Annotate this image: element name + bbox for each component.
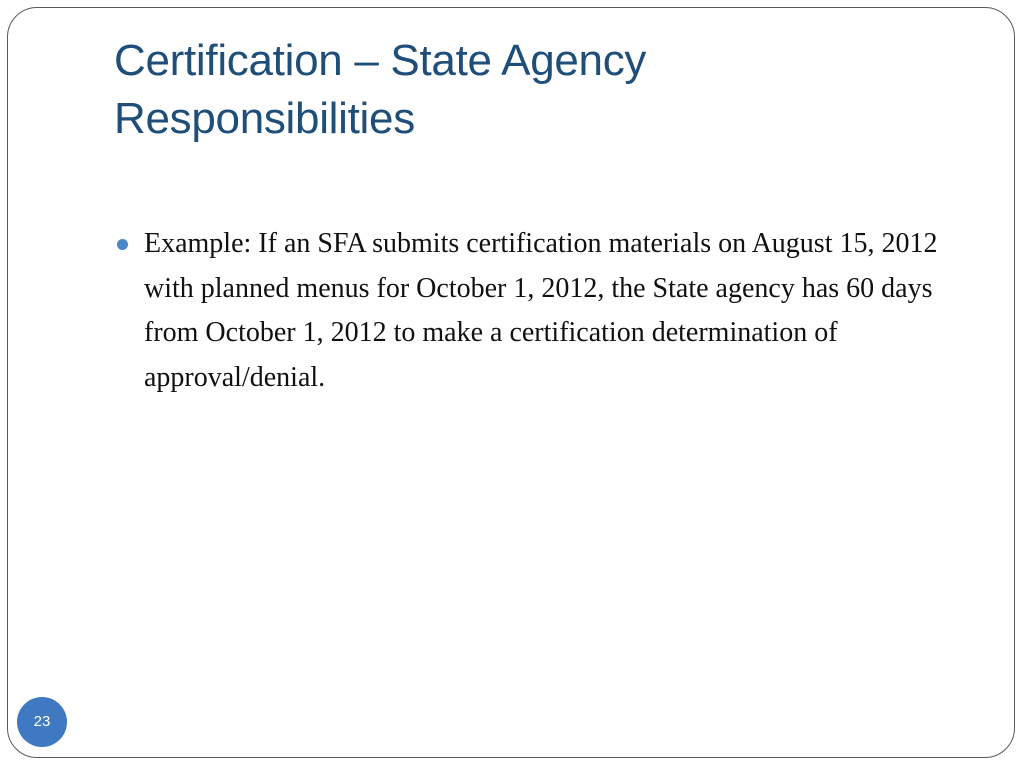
bullet-list <box>116 222 976 400</box>
page-number-badge <box>17 697 67 747</box>
slide-title-line-2: Responsibilities <box>114 94 415 143</box>
slide-title-line-1: Certification – State Agency <box>114 36 647 85</box>
bullet-item <box>116 222 976 400</box>
bullet-text: Example: If an SFA submits certification materials on August 15, 2012 with planned menus for October 1, 2012, the State agency has 60 days from October 1, 2012 to make a certification determination of approval/denial. <box>144 228 938 393</box>
page-number: 23 <box>33 713 51 730</box>
slide-title <box>114 32 934 148</box>
bullet-dot-icon <box>117 239 128 250</box>
